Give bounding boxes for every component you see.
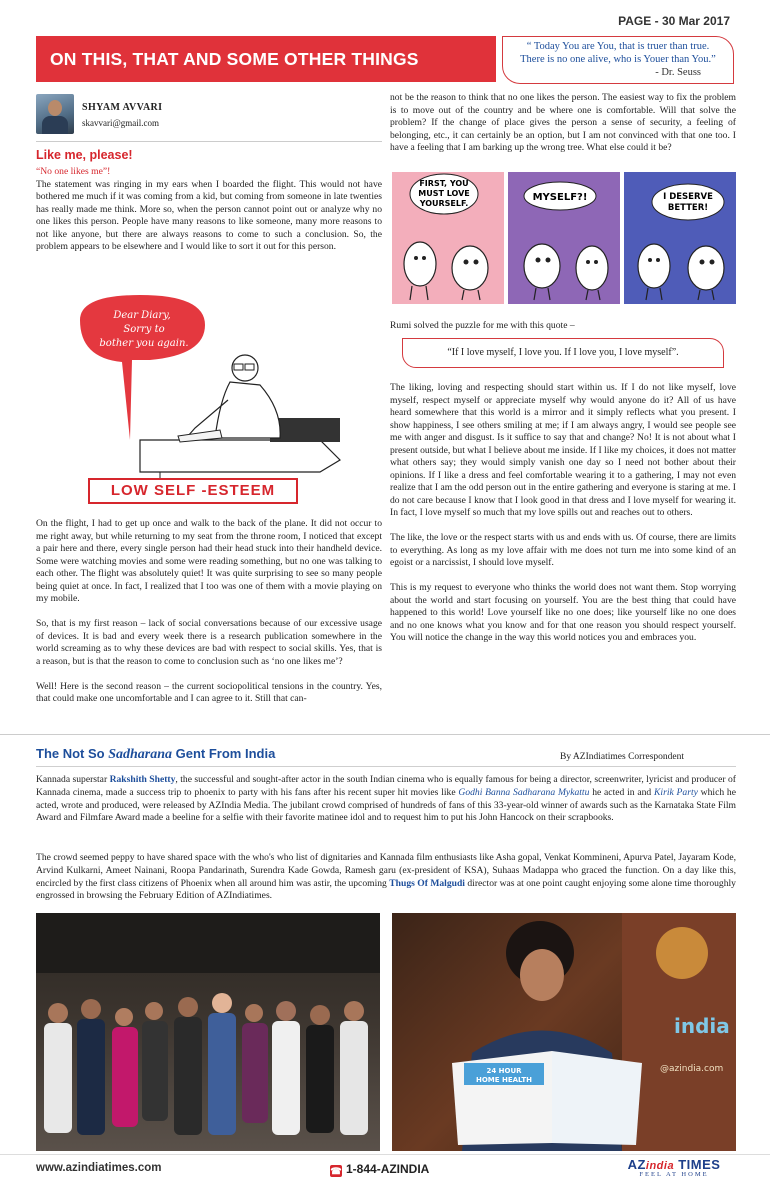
author-avatar <box>36 94 74 134</box>
quote-line-1: “ Today You are You, that is truer than true. <box>526 41 710 52</box>
link-rakshith-shetty[interactable]: Rakshith Shetty <box>109 774 176 785</box>
article2-title: The Not So Sadharana Gent From India <box>36 746 276 762</box>
rumi-quote: “If I love myself, I love you. If I love you, I love myself”. <box>402 338 724 368</box>
speech-line-3: bother you again. <box>99 338 189 349</box>
article-title: Like me, please! <box>36 148 133 162</box>
article-left-column <box>36 166 382 266</box>
quote-line-2: There is no one alive, who is Youer than You.” <box>520 54 716 65</box>
article-right-column-2 <box>390 382 736 657</box>
article-right-para-2: The liking, loving and respecting should start within us. If I do not like myself, love myself, respect myself or appreciate myself why would anyone do it? All of us have heard somewhere that this world is a mirror and it simply reflects what you present. I show happiness, I see others smiling at me; if I am always angry, I would see people see me with anger and disgust. Is it suffice to say that and change? No! It is not about what I present outside, but what I believe about me inside. If I like my choices, it does not matter what others say; they would simply vanish one day so I need not bother about their opinions. If I like a dress and feel comfortable wearing it to a gathering, I may not even realize that I am the odd person out in the entire gathering and everyone is staring at me. I do not care because I know that I look good in that dress and I love myself for wearing it. In fact, I love myself so much that my love spills out and reaches out to others. <box>390 382 736 518</box>
backdrop-brand: india <box>674 1014 730 1038</box>
reading-photo <box>392 913 736 1151</box>
reading-photo-scene <box>392 913 736 1151</box>
footer-divider <box>0 1154 770 1155</box>
group-photo <box>36 913 380 1151</box>
rumi-intro: Rumi solved the puzzle for me with this quote – <box>390 320 575 331</box>
author-box <box>36 92 382 142</box>
article-right-para-1: not be the reason to think that no one likes the person. The easiest way to fix the problem is to move out of the country and be where one is comfortable. Will that solve the problem? If the change of place gives the person a sense of security, a feeling of belonging, etc., it can certainly be an option, but I am not convinced with that one too. I have a feeling that I am barking up the wrong tree. What else could it be? <box>390 92 736 153</box>
article-intro: The statement was ringing in my ears when I boarded the flight. This would not have bothered me much if it was coming from a kid, but coming from someone in late twenties has really made me think. More so, when the person cannot point out or analyze why no one likes this person. People have many reasons to like someone, many more reasons to not like anyone, but there are always reasons to come to such a conclusion. So, the problem appears to be elsewhere and I would like to sort it out for this person. <box>36 178 382 252</box>
author-email[interactable]: skavvari@gmail.com <box>82 118 160 128</box>
comic-p3-line2: BETTER! <box>667 203 709 213</box>
article2-para-1: Kannada superstar Rakshith Shetty, the successful and sought-after actor in the south Indian cinema who is equally famous for being a director, screenwriter, lyricist and producer of Kannada cinema, made a success trip to phoenix to party with his fans after his recent super hit movies like Godhi Banna Sadharana Mykattu he acted in and Kirik Party which he acted, wrote and produced, were released by AZIndia Media. The jubilant crowd comprised of hundreds of fans of this 33-year-old winner of awards such as the Karnataka State Film Award and Filmfare Award made a beeline for a selfie with their favorite matinee idol and to request him to put his John Hancock on their scrapbooks. <box>36 774 737 824</box>
page-label: PAGE - 30 Mar 2017 <box>618 14 730 28</box>
article-right-column <box>390 92 736 167</box>
footer-url[interactable]: www.azindiatimes.com <box>36 1162 162 1174</box>
seuss-quote <box>502 36 734 84</box>
byline-rule <box>36 766 736 767</box>
section-divider <box>0 734 770 735</box>
link-movie-kirik-party[interactable]: Kirik Party <box>654 786 698 798</box>
link-thugs-of-malgudi[interactable]: Thugs Of Malgudi <box>389 877 465 889</box>
article-left-column-2 <box>36 518 382 718</box>
footer-phone[interactable]: ☎ 1-844-AZINDIA <box>330 1162 430 1176</box>
cartoon-caption: LOW SELF -ESTEEM <box>88 478 298 504</box>
quote-author: - Dr. Seuss <box>655 67 701 78</box>
newspaper-banner-1: 24 HOUR <box>486 1067 522 1075</box>
comic-p1-line3: YOURSELF. <box>419 199 469 208</box>
article2-byline: By AZIndiatimes Correspondent <box>560 752 685 762</box>
comic-strip <box>392 172 736 304</box>
speech-line-2: Sorry to <box>123 324 165 335</box>
group-photo-figures <box>36 913 380 1151</box>
lead-quote: “No one likes me”! <box>36 166 111 177</box>
comic-p3-line1: I DESERVE <box>663 192 713 202</box>
comic-p1-line2: MUST LOVE <box>418 189 470 198</box>
article-para-2: On the flight, I had to get up once and walk to the back of the plane. It did not occur to me right away, but while returning to my seat from the throne room, I noticed that except a pair here and there, every single person had their head stuck into their handheld device. Some were watching movies and some were reading something, but no one was talking to each other. The flight was absolutely quiet! It was quite surprising to see so many people being quiet at once. In fact, I realized that I too was one of them with a movie playing on my mobile. <box>36 518 382 604</box>
newspaper-banner-2: HOME HEALTH <box>476 1076 532 1084</box>
article-right-para-3: The like, the love or the respect starts with us and ends with us. Of course, there are limits to everything. As long as my love affair with me does not turn me into some kind of an egoist or a narcissist, I should love myself. <box>390 532 736 568</box>
article2-para-2: The crowd seemed peppy to have shared space with the who's who list of dignitaries and Kannada film enthusiasts like Asha gopal, Venkat Kommineni, Apurva Patel, Jayaram Kode, Arvind Kulkarni, Ameet Nainani, Roopa Pandarinath, Surendra Kade Gowda, Ramesh garu (ex-president of KSA), Suhaas Madappa who graced the function. On a day like this, encircled by the first class citizens of Phoenix when all around him was astir, the upcoming Thugs Of Malgudi director was at one point caught enjoying some alone time thoroughly engrossed in browsing the February Edition of AZIndiatimes. <box>36 852 736 902</box>
section-banner: ON THIS, THAT AND SOME OTHER THINGS <box>36 36 496 82</box>
article-right-para-4: This is my request to everyone who thinks the world does not want them. Stop worrying about the world and start focusing on yourself. You are the best thing that could have happened to this world! Love yourself like no one does; like yourself like no one does and no one knows what you know and for that one reason you should respect yourself. You will notice the change in the way this world notices you and embraces you. <box>390 582 736 643</box>
link-movie-godhi-banna[interactable]: Godhi Banna Sadharana Mykattu <box>458 786 590 798</box>
comic-p2-text: MYSELF?! <box>532 192 588 203</box>
comic-p1-line1: FIRST, YOU <box>419 179 469 188</box>
article-para-4: Well! Here is the second reason – the current sociopolitical tensions in the country. Yes, that could make one uncomfortable and I can agree to it. Still that can- <box>36 680 382 704</box>
footer-logo: AZindia TIMES FEEL AT HOME <box>627 1157 721 1178</box>
phone-icon: ☎ <box>330 1166 342 1176</box>
author-name: SHYAM AVVARI <box>82 102 163 113</box>
backdrop-site: @azindia.com <box>660 1064 724 1074</box>
speech-line-1: Dear Diary, <box>113 310 171 321</box>
article-para-3: So, that is my first reason – lack of social conversations because of our excessive usage of devices. It is bad and every week there is a research publication somewhere in the world screaming as to why these devices are bad with respect to social skills. Yes, that is a reason, but is that the reason to come to conclusion such as ‘no one likes me’? <box>36 618 382 667</box>
